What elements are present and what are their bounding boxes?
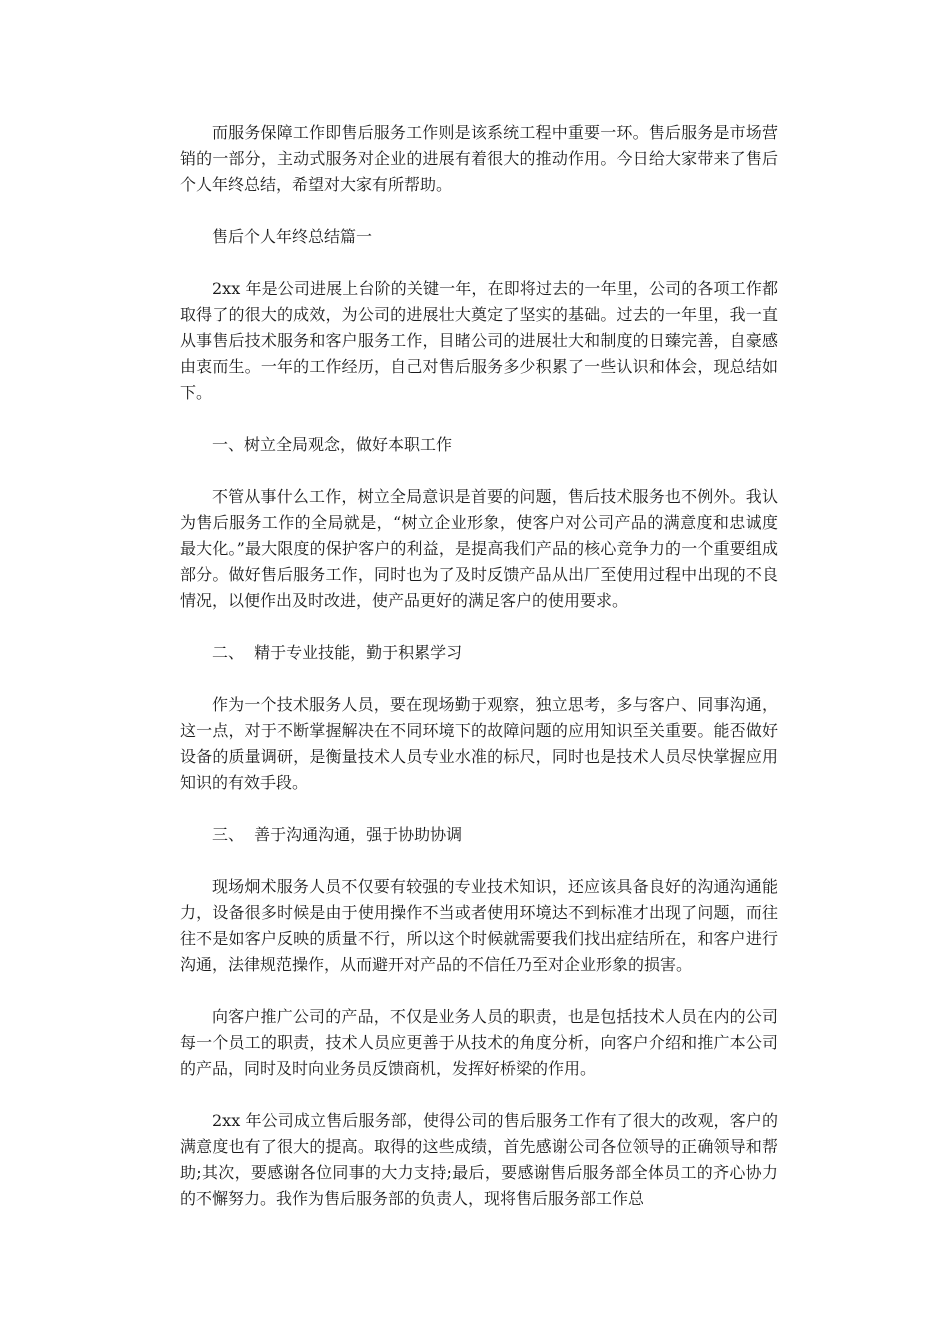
summary-intro-paragraph: 2xx 年是公司进展上台阶的关键一年，在即将过去的一年里，公司的各项工作都取得了的很大的成效，为公司的进展壮大奠定了坚实的基础。过去的一年里，我一直从事售后技术服务和客户服务工作，目睹公司的进展壮大和制度的日臻完善，自豪感由衷而生。一年的工作经历，自己对售后服务多少积累了一些认识和体会，现总结如下。 bbox=[180, 279, 778, 402]
paragraph-three: 现场炯术服务人员不仅要有较强的专业技术知识，还应该具备良好的沟通沟通能力，设备很多时候是由于使用操作不当或者使用环境达不到标准才出现了问题，而往往不是如客户反映的质量不行，所以这个时候就需要我们找出症结所在，和客户进行沟通，法律规范操作，从而避开对产品的不信任乃至对企业形象的损害。 bbox=[180, 877, 778, 974]
section-title: 售后个人年终总结篇一 bbox=[212, 227, 373, 246]
paragraph-four: 向客户推广公司的产品，不仅是业务人员的职责，也是包括技术人员在内的公司每一个员工的职责，技术人员应更善于从技术的角度分析，向客户介绍和推广本公司的产品，同时及时向业务员反馈商机，发挥好桥梁的作用。 bbox=[180, 1007, 778, 1078]
heading-two: 二、 精于专业技能，勤于积累学习 bbox=[212, 643, 463, 662]
paragraph-two: 作为一个技术服务人员，要在现场勤于观察，独立思考，多与客户、同事沟通， 这一点，对于不断掌握解决在不同环境下的故障问题的应用知识至关重要。能否做好设备的质量调研，是衡量技术人员专业水准的标尺，同时也是技术人员尽快掌握应用知识的有效手段。 bbox=[180, 695, 778, 792]
intro-paragraph: 而服务保障工作即售后服务工作则是该系统工程中重要一环。售后服务是市场营销的一部分，主动式服务对企业的进展有着很大的推动作用。今日给大家带来了售后个人年终总结，希望对大家有所帮助。 bbox=[180, 123, 778, 194]
paragraph-one: 不管从事什么工作，树立全局意识是首要的问题，售后技术服务也不例外。我认为售后服务工作的全局就是，“树立企业形象，使客户对公司产品的满意度和忠诚度最大化。”最大限度的保护客户的利益，是提高我们产品的核心竞争力的一个重要组成部分。做好售后服务工作，同时也为了及时反馈产品从出厂至使用过程中出现的不良情况，以便作出及时改进，使产品更好的满足客户的使用要求。 bbox=[180, 487, 778, 610]
heading-one: 一、树立全局观念，做好本职工作 bbox=[212, 435, 453, 454]
heading-three: 三、 善于沟通沟通，强于协助协调 bbox=[212, 825, 463, 844]
document-body bbox=[180, 120, 778, 1238]
paragraph-five: 2xx 年公司成立售后服务部，使得公司的售后服务工作有了很大的改观，客户的满意度也有了很大的提高。取得的这些成绩，首先感谢公司各位领导的正确领导和帮助;其次，要感谢各位同事的大力支持;最后，要感谢售后服务部全体员工的齐心协力的不懈努力。我作为售后服务部的负责人，现将售后服务部工作总 bbox=[180, 1111, 778, 1208]
